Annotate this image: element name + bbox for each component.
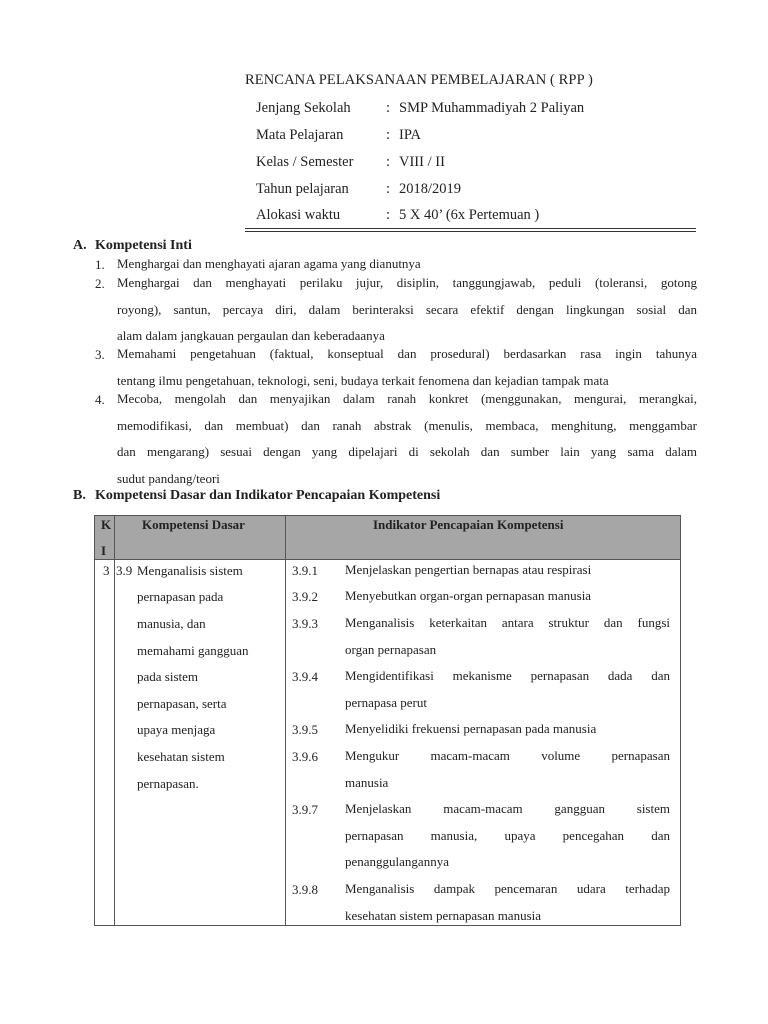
field-label-tahun: Tahun pelajaran — [256, 181, 349, 197]
list-item-line: tentang ilmu pengetahuan, teknologi, seni, budaya terkait fenomena dan kejadian tampak mata — [117, 372, 609, 388]
indicator-code: 3.9.7 — [292, 802, 318, 817]
indicator-text — [345, 743, 670, 796]
field-value-mapel: IPA — [399, 127, 422, 143]
indicator-line: kesehatan sistem pernapasan manusia — [345, 907, 542, 923]
kd-code: 3.9 — [116, 563, 133, 578]
indicator-text — [345, 557, 670, 584]
indicator-line: penanggulangannya — [345, 854, 449, 869]
kd-text-line: pernapasan pada — [137, 589, 224, 604]
field-label-kelas: Kelas / Semester — [256, 154, 354, 170]
col-ki-header-i: I — [101, 543, 107, 558]
indicator-line: pernapasan manusia, upaya pencegahan dan — [345, 827, 670, 843]
indicator-line: Mengukur macam-macam volume pernapasan — [345, 748, 670, 763]
field-label-alokasi: Alokasi waktu — [256, 207, 341, 223]
field-label-jenjang: Jenjang Sekolah — [256, 100, 351, 116]
indicator-code: 3.9.5 — [292, 722, 318, 737]
indicator-text — [345, 716, 670, 743]
list-item-line: Memahami pengetahuan (faktual, konseptual dan prosedural) berdasarkan rasa ingin tahunya — [117, 346, 697, 361]
section-a-title: Kompetensi Inti — [95, 238, 192, 253]
indicator-code: 3.9.8 — [292, 882, 318, 897]
header-rule-bottom — [245, 231, 696, 232]
indicator-line: Mengidentifikasi mekanisme pernapasan dada dan — [345, 668, 670, 683]
indicator-text — [345, 876, 670, 929]
list-item-line: royong), santun, percaya diri, dalam berinteraksi secara efektif dengan lingkungan sosial dan — [117, 301, 697, 317]
list-number: 4. — [95, 392, 105, 407]
list-item-line: memodifikasi, dan membuat) dan ranah abstrak (menulis, membaca, menghitung, menggambar — [117, 417, 697, 433]
field-colon: : — [386, 207, 391, 223]
kd-text-line: memahami gangguan — [137, 643, 249, 658]
indicator-text — [345, 610, 670, 663]
field-colon: : — [386, 181, 391, 197]
table-divider — [114, 515, 115, 926]
kd-text-line: kesehatan sistem — [137, 749, 225, 764]
indicator-line: organ pernapasan — [345, 641, 437, 657]
indicator-line: manusia — [345, 774, 389, 790]
ki-value: 3 — [103, 563, 110, 578]
kd-text-line: Menganalisis sistem — [137, 563, 243, 578]
indicator-text — [345, 796, 670, 876]
indicator-code: 3.9.3 — [292, 616, 318, 631]
list-number: 1. — [95, 257, 105, 272]
field-colon: : — [386, 100, 391, 116]
list-item-line: sudut pandang/teori — [117, 470, 220, 486]
indicator-line: pernapasa perut — [345, 694, 427, 710]
field-value-jenjang: SMP Muhammadiyah 2 Paliyan — [399, 100, 585, 116]
list-item — [117, 386, 697, 492]
field-label-mapel: Mata Pelajaran — [256, 127, 344, 143]
indicator-text — [345, 583, 670, 610]
list-item — [117, 270, 697, 350]
field-value-kelas: VIII / II — [399, 154, 445, 170]
list-number: 3. — [95, 347, 105, 362]
document-title: RENCANA PELAKSANAAN PEMBELAJARAN ( RPP ) — [245, 72, 593, 88]
list-item-line: dan mengarang) sesuai dengan yang dipelajari di sekolah dan sumber lain yang sama dalam — [117, 444, 697, 459]
header-rule-top — [245, 228, 696, 229]
indicator-text — [345, 663, 670, 716]
table-divider — [285, 515, 286, 926]
section-b-letter: B. — [73, 488, 86, 503]
list-item-line: Menghargai dan menghayati ajaran agama yang dianutnya — [117, 256, 421, 271]
kd-text-line: upaya menjaga — [137, 722, 216, 737]
kd-text-line: manusia, dan — [137, 616, 206, 631]
kd-text-line: pernapasan. — [137, 776, 199, 791]
indicator-line: Menyelidiki frekuensi pernapasan pada manusia — [345, 721, 597, 736]
field-value-alokasi: 5 X 40’ (6x Pertemuan ) — [399, 207, 540, 223]
field-colon: : — [386, 127, 391, 143]
indicator-line: Menjelaskan macam-macam gangguan sistem — [345, 801, 670, 816]
indicator-code: 3.9.6 — [292, 749, 318, 764]
col-kd-header: Kompetensi Dasar — [142, 517, 245, 532]
indicator-code: 3.9.1 — [292, 563, 318, 578]
list-number: 2. — [95, 276, 105, 291]
col-indicator-header: Indikator Pencapaian Kompetensi — [373, 517, 564, 532]
list-item-line: Menghargai dan menghayati perilaku jujur, disiplin, tanggungjawab, peduli (toleransi, gotong — [117, 275, 697, 290]
indicator-line: Menyebutkan organ-organ pernapasan manusia — [345, 588, 592, 603]
section-a-letter: A. — [73, 238, 87, 253]
indicator-code: 3.9.4 — [292, 669, 318, 684]
list-item-line: alam dalam jangkauan pergaulan dan keberadaanya — [117, 328, 385, 343]
section-b-title: Kompetensi Dasar dan Indikator Pencapaian Kompetensi — [95, 488, 441, 503]
indicator-line: Menganalisis keterkaitan antara struktur dan fungsi — [345, 615, 670, 630]
indicator-line: Menganalisis dampak pencemaran udara terhadap — [345, 881, 670, 896]
col-ki-header-k: K — [101, 517, 112, 532]
field-colon: : — [386, 154, 391, 170]
indicator-line: Menjelaskan pengertian bernapas atau respirasi — [345, 562, 592, 577]
list-item-line: Mecoba, mengolah dan menyajikan dalam ranah konkret (menggunakan, mengurai, merangkai, — [117, 391, 697, 406]
kd-text-line: pernapasan, serta — [137, 696, 227, 711]
indicator-code: 3.9.2 — [292, 589, 318, 604]
field-value-tahun: 2018/2019 — [399, 181, 462, 197]
kd-text-line: pada sistem — [137, 669, 199, 684]
